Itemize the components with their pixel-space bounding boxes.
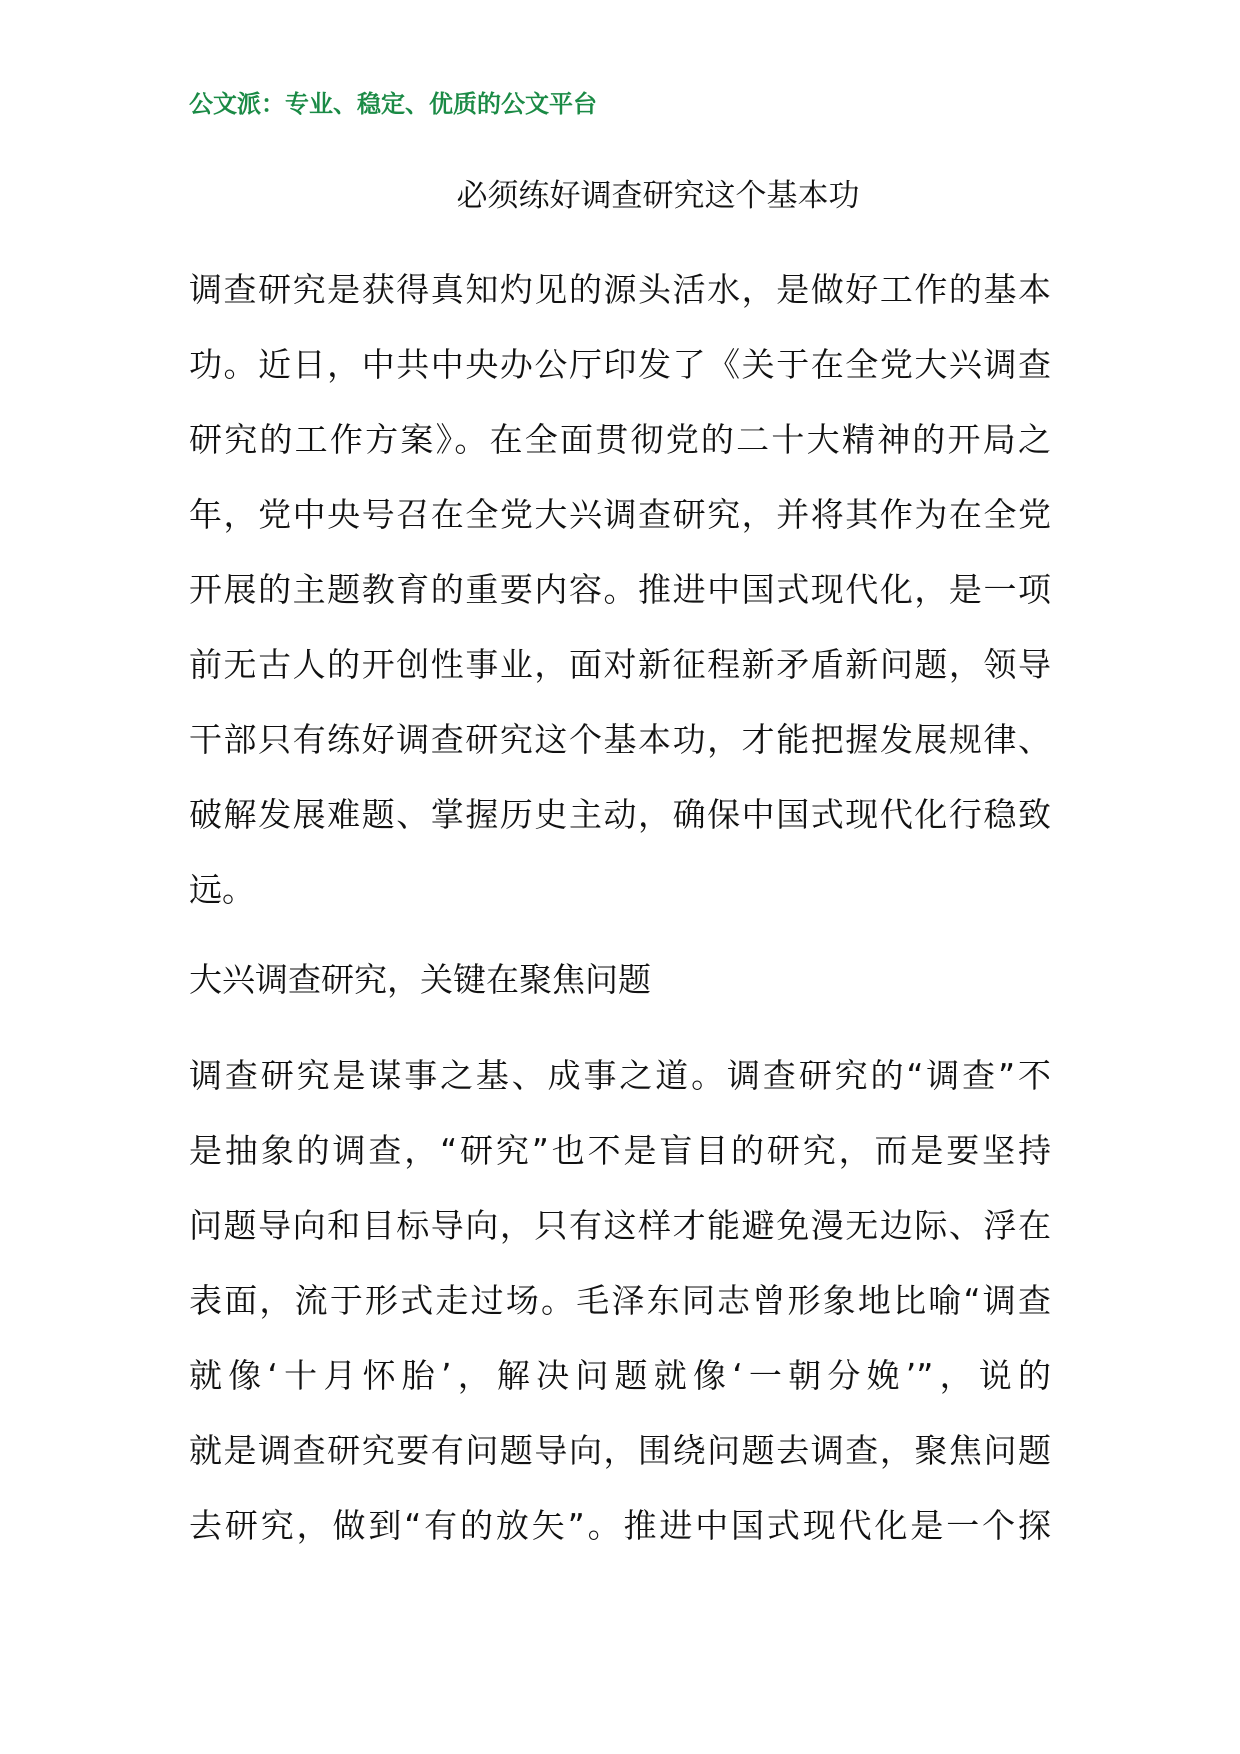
paragraph-line: 表面，流于形式走过场。毛泽东同志曾形象地比喻“调查: [189, 1281, 1051, 1320]
paragraph-line: 破解发展难题、掌握历史主动，确保中国式现代化行稳致: [189, 795, 1051, 834]
paragraph-line: 干部只有练好调查研究这个基本功，才能把握发展规律、: [189, 720, 1051, 759]
paragraph-line: 年，党中央号召在全党大兴调查研究，并将其作为在全党: [189, 495, 1051, 534]
paragraph-line: 远。: [189, 870, 255, 909]
paragraph-line: 问题导向和目标导向，只有这样才能避免漫无边际、浮在: [189, 1206, 1051, 1245]
paragraph-2: [189, 1038, 1051, 1563]
paragraph-line: 就像‘十月怀胎’，解决问题就像‘一朝分娩’”，说的: [189, 1356, 1051, 1395]
paragraph-line: 调查研究是谋事之基、成事之道。调查研究的“调查”不: [189, 1056, 1051, 1095]
paragraph-line: 去研究，做到“有的放矢”。推进中国式现代化是一个探: [189, 1506, 1051, 1545]
paragraph-line: 功。近日，中共中央办公厅印发了《关于在全党大兴调查: [189, 345, 1051, 384]
site-slogan-header: 公文派：专业、稳定、优质的公文平台: [189, 90, 597, 118]
document-title: [0, 174, 1240, 218]
paragraph-line: 开展的主题教育的重要内容。推进中国式现代化，是一项: [189, 570, 1051, 609]
paragraph-line: 调查研究是获得真知灼见的源头活水，是做好工作的基本: [189, 270, 1051, 309]
paragraph-line: 是抽象的调查，“研究”也不是盲目的研究，而是要坚持: [189, 1131, 1051, 1170]
paragraph-line: 就是调查研究要有问题导向，围绕问题去调查，聚焦问题: [189, 1431, 1051, 1470]
section-subheading: 大兴调查研究，关键在聚焦问题: [189, 960, 651, 999]
paragraph-line: 研究的工作方案》。在全面贯彻党的二十大精神的开局之: [189, 420, 1051, 459]
paragraph-1: [189, 252, 1051, 927]
paragraph-line: 前无古人的开创性事业，面对新征程新矛盾新问题，领导: [189, 645, 1051, 684]
document-title-text: 必须练好调查研究这个基本功: [456, 178, 860, 214]
